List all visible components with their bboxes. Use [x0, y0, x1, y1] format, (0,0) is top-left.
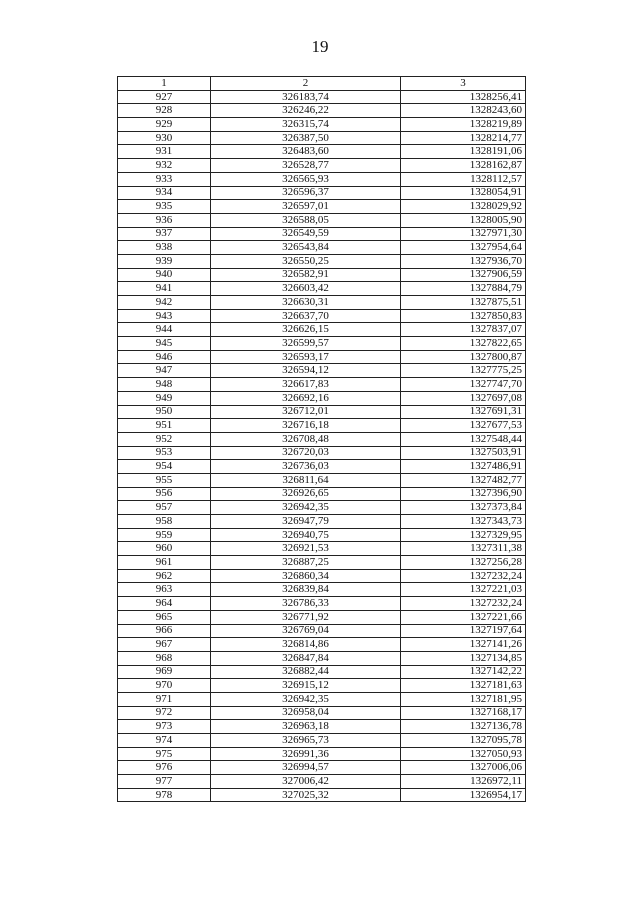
point-number-cell: 937: [118, 227, 211, 241]
y-coordinate-cell: 1327884,79: [401, 282, 526, 296]
y-coordinate-cell: 1327095,78: [401, 734, 526, 748]
table-row: [118, 542, 526, 556]
x-coordinate-cell: 326720,03: [211, 446, 401, 460]
point-number-cell: 966: [118, 624, 211, 638]
x-coordinate-cell: 327006,42: [211, 775, 401, 789]
x-coordinate-cell: 326771,92: [211, 610, 401, 624]
x-coordinate-cell: 326712,01: [211, 405, 401, 419]
point-number-cell: 958: [118, 515, 211, 529]
y-coordinate-cell: 1327181,63: [401, 679, 526, 693]
x-coordinate-cell: 326599,57: [211, 337, 401, 351]
table-row: [118, 432, 526, 446]
point-number-cell: 976: [118, 761, 211, 775]
y-coordinate-cell: 1327800,87: [401, 350, 526, 364]
table-row: [118, 159, 526, 173]
y-coordinate-cell: 1327050,93: [401, 747, 526, 761]
point-number-cell: 964: [118, 597, 211, 611]
y-coordinate-cell: 1328112,57: [401, 172, 526, 186]
table-row: [118, 378, 526, 392]
point-number-cell: 947: [118, 364, 211, 378]
table-row: [118, 131, 526, 145]
point-number-cell: 962: [118, 569, 211, 583]
point-number-cell: 963: [118, 583, 211, 597]
table-row: [118, 528, 526, 542]
table-row: [118, 323, 526, 337]
x-coordinate-cell: 326994,57: [211, 761, 401, 775]
point-number-cell: 968: [118, 651, 211, 665]
table-row: [118, 118, 526, 132]
table-row: [118, 515, 526, 529]
table-body: [118, 90, 526, 802]
x-coordinate-cell: 326942,35: [211, 501, 401, 515]
y-coordinate-cell: 1327006,06: [401, 761, 526, 775]
x-coordinate-cell: 326596,37: [211, 186, 401, 200]
x-coordinate-cell: 326814,86: [211, 638, 401, 652]
y-coordinate-cell: 1328243,60: [401, 104, 526, 118]
y-coordinate-cell: 1327181,95: [401, 692, 526, 706]
column-header-point-number: 1: [118, 77, 211, 91]
x-coordinate-cell: 326811,64: [211, 473, 401, 487]
y-coordinate-cell: 1328162,87: [401, 159, 526, 173]
y-coordinate-cell: 1327822,65: [401, 337, 526, 351]
x-coordinate-cell: 326947,79: [211, 515, 401, 529]
point-number-cell: 977: [118, 775, 211, 789]
x-coordinate-cell: 326769,04: [211, 624, 401, 638]
y-coordinate-cell: 1327837,07: [401, 323, 526, 337]
x-coordinate-cell: 327025,32: [211, 788, 401, 802]
point-number-cell: 929: [118, 118, 211, 132]
y-coordinate-cell: 1327134,85: [401, 651, 526, 665]
table-row: [118, 569, 526, 583]
x-coordinate-cell: 326593,17: [211, 350, 401, 364]
x-coordinate-cell: 326387,50: [211, 131, 401, 145]
y-coordinate-cell: 1327906,59: [401, 268, 526, 282]
point-number-cell: 944: [118, 323, 211, 337]
x-coordinate-cell: 326963,18: [211, 720, 401, 734]
x-coordinate-cell: 326887,25: [211, 556, 401, 570]
table-row: [118, 186, 526, 200]
point-number-cell: 973: [118, 720, 211, 734]
point-number-cell: 961: [118, 556, 211, 570]
table-row: [118, 679, 526, 693]
y-coordinate-cell: 1327142,22: [401, 665, 526, 679]
point-number-cell: 971: [118, 692, 211, 706]
x-coordinate-cell: 326588,05: [211, 213, 401, 227]
point-number-cell: 956: [118, 487, 211, 501]
y-coordinate-cell: 1327168,17: [401, 706, 526, 720]
x-coordinate-cell: 326597,01: [211, 200, 401, 214]
column-header-y-coordinate: 3: [401, 77, 526, 91]
y-coordinate-cell: 1328054,91: [401, 186, 526, 200]
x-coordinate-cell: 326594,12: [211, 364, 401, 378]
y-coordinate-cell: 1327775,25: [401, 364, 526, 378]
table-row: [118, 364, 526, 378]
page-number: 19: [311, 37, 329, 56]
table-row: [118, 624, 526, 638]
y-coordinate-cell: 1327875,51: [401, 296, 526, 310]
x-coordinate-cell: 326708,48: [211, 432, 401, 446]
y-coordinate-cell: 1327232,24: [401, 597, 526, 611]
y-coordinate-cell: 1327482,77: [401, 473, 526, 487]
table-row: [118, 460, 526, 474]
y-coordinate-cell: 1328219,89: [401, 118, 526, 132]
table-row: [118, 761, 526, 775]
y-coordinate-cell: 1327936,70: [401, 254, 526, 268]
x-coordinate-cell: 326565,93: [211, 172, 401, 186]
x-coordinate-cell: 326549,59: [211, 227, 401, 241]
point-number-cell: 934: [118, 186, 211, 200]
table-row: [118, 556, 526, 570]
y-coordinate-cell: 1327329,95: [401, 528, 526, 542]
table-row: [118, 473, 526, 487]
x-coordinate-cell: 326617,83: [211, 378, 401, 392]
y-coordinate-cell: 1327221,03: [401, 583, 526, 597]
table-row: [118, 706, 526, 720]
x-coordinate-cell: 326786,33: [211, 597, 401, 611]
y-coordinate-cell: 1327548,44: [401, 432, 526, 446]
x-coordinate-cell: 326991,36: [211, 747, 401, 761]
point-number-cell: 969: [118, 665, 211, 679]
table-row: [118, 213, 526, 227]
y-coordinate-cell: 1327503,91: [401, 446, 526, 460]
table-row: [118, 747, 526, 761]
x-coordinate-cell: 326965,73: [211, 734, 401, 748]
table-row: [118, 241, 526, 255]
x-coordinate-cell: 326940,75: [211, 528, 401, 542]
point-number-cell: 953: [118, 446, 211, 460]
x-coordinate-cell: 326543,84: [211, 241, 401, 255]
y-coordinate-cell: 1327141,26: [401, 638, 526, 652]
table-row: [118, 268, 526, 282]
y-coordinate-cell: 1327396,90: [401, 487, 526, 501]
y-coordinate-cell: 1328214,77: [401, 131, 526, 145]
y-coordinate-cell: 1327677,53: [401, 419, 526, 433]
table-row: [118, 145, 526, 159]
x-coordinate-cell: 326736,03: [211, 460, 401, 474]
table-row: [118, 296, 526, 310]
point-number-cell: 965: [118, 610, 211, 624]
point-number-cell: 931: [118, 145, 211, 159]
point-number-cell: 945: [118, 337, 211, 351]
x-coordinate-cell: 326716,18: [211, 419, 401, 433]
y-coordinate-cell: 1327136,78: [401, 720, 526, 734]
x-coordinate-cell: 326839,84: [211, 583, 401, 597]
table-row: [118, 775, 526, 789]
y-coordinate-cell: 1327373,84: [401, 501, 526, 515]
point-number-cell: 932: [118, 159, 211, 173]
x-coordinate-cell: 326847,84: [211, 651, 401, 665]
point-number-cell: 940: [118, 268, 211, 282]
y-coordinate-cell: 1327697,08: [401, 391, 526, 405]
table-row: [118, 337, 526, 351]
y-coordinate-cell: 1327954,64: [401, 241, 526, 255]
table-row: [118, 597, 526, 611]
y-coordinate-cell: 1327747,70: [401, 378, 526, 392]
y-coordinate-cell: 1326954,17: [401, 788, 526, 802]
table-row: [118, 405, 526, 419]
coordinates-table: [117, 76, 526, 802]
point-number-cell: 928: [118, 104, 211, 118]
table-row: [118, 200, 526, 214]
point-number-cell: 970: [118, 679, 211, 693]
column-header-x-coordinate: 2: [211, 77, 401, 91]
x-coordinate-cell: 326550,25: [211, 254, 401, 268]
x-coordinate-cell: 326692,16: [211, 391, 401, 405]
x-coordinate-cell: 326603,42: [211, 282, 401, 296]
x-coordinate-cell: 326860,34: [211, 569, 401, 583]
table-row: [118, 692, 526, 706]
x-coordinate-cell: 326915,12: [211, 679, 401, 693]
y-coordinate-cell: 1327232,24: [401, 569, 526, 583]
table-row: [118, 104, 526, 118]
point-number-cell: 927: [118, 90, 211, 104]
point-number-cell: 975: [118, 747, 211, 761]
point-number-cell: 930: [118, 131, 211, 145]
y-coordinate-cell: 1327971,30: [401, 227, 526, 241]
point-number-cell: 951: [118, 419, 211, 433]
point-number-cell: 967: [118, 638, 211, 652]
table-row: [118, 309, 526, 323]
x-coordinate-cell: 326630,31: [211, 296, 401, 310]
x-coordinate-cell: 326626,15: [211, 323, 401, 337]
table-row: [118, 665, 526, 679]
y-coordinate-cell: 1327691,31: [401, 405, 526, 419]
y-coordinate-cell: 1327343,73: [401, 515, 526, 529]
point-number-cell: 949: [118, 391, 211, 405]
y-coordinate-cell: 1326972,11: [401, 775, 526, 789]
table-row: [118, 583, 526, 597]
x-coordinate-cell: 326921,53: [211, 542, 401, 556]
point-number-cell: 974: [118, 734, 211, 748]
table-row: [118, 254, 526, 268]
table-row: [118, 638, 526, 652]
table-row: [118, 419, 526, 433]
x-coordinate-cell: 326315,74: [211, 118, 401, 132]
x-coordinate-cell: 326528,77: [211, 159, 401, 173]
x-coordinate-cell: 326582,91: [211, 268, 401, 282]
x-coordinate-cell: 326926,65: [211, 487, 401, 501]
y-coordinate-cell: 1328191,06: [401, 145, 526, 159]
table-row: [118, 391, 526, 405]
y-coordinate-cell: 1328005,90: [401, 213, 526, 227]
x-coordinate-cell: 326246,22: [211, 104, 401, 118]
y-coordinate-cell: 1327256,28: [401, 556, 526, 570]
point-number-cell: 972: [118, 706, 211, 720]
point-number-cell: 948: [118, 378, 211, 392]
point-number-cell: 938: [118, 241, 211, 255]
table-row: [118, 734, 526, 748]
y-coordinate-cell: 1327311,38: [401, 542, 526, 556]
point-number-cell: 939: [118, 254, 211, 268]
x-coordinate-cell: 326958,04: [211, 706, 401, 720]
point-number-cell: 942: [118, 296, 211, 310]
x-coordinate-cell: 326882,44: [211, 665, 401, 679]
table-row: [118, 446, 526, 460]
table-row: [118, 610, 526, 624]
table-row: [118, 720, 526, 734]
table-row: [118, 282, 526, 296]
table-row: [118, 227, 526, 241]
table-row: [118, 350, 526, 364]
point-number-cell: 935: [118, 200, 211, 214]
table-row: [118, 501, 526, 515]
table-row: [118, 788, 526, 802]
y-coordinate-cell: 1327197,64: [401, 624, 526, 638]
point-number-cell: 950: [118, 405, 211, 419]
table-row: [118, 651, 526, 665]
y-coordinate-cell: 1328256,41: [401, 90, 526, 104]
x-coordinate-cell: 326183,74: [211, 90, 401, 104]
y-coordinate-cell: 1327221,66: [401, 610, 526, 624]
point-number-cell: 943: [118, 309, 211, 323]
x-coordinate-cell: 326942,35: [211, 692, 401, 706]
point-number-cell: 952: [118, 432, 211, 446]
point-number-cell: 955: [118, 473, 211, 487]
point-number-cell: 946: [118, 350, 211, 364]
point-number-cell: 941: [118, 282, 211, 296]
table-header-row: [118, 77, 526, 91]
table-row: [118, 487, 526, 501]
point-number-cell: 933: [118, 172, 211, 186]
table-row: [118, 90, 526, 104]
point-number-cell: 978: [118, 788, 211, 802]
y-coordinate-cell: 1327486,91: [401, 460, 526, 474]
x-coordinate-cell: 326483,60: [211, 145, 401, 159]
point-number-cell: 957: [118, 501, 211, 515]
y-coordinate-cell: 1327850,83: [401, 309, 526, 323]
y-coordinate-cell: 1328029,92: [401, 200, 526, 214]
point-number-cell: 954: [118, 460, 211, 474]
point-number-cell: 959: [118, 528, 211, 542]
x-coordinate-cell: 326637,70: [211, 309, 401, 323]
point-number-cell: 936: [118, 213, 211, 227]
table-row: [118, 172, 526, 186]
point-number-cell: 960: [118, 542, 211, 556]
